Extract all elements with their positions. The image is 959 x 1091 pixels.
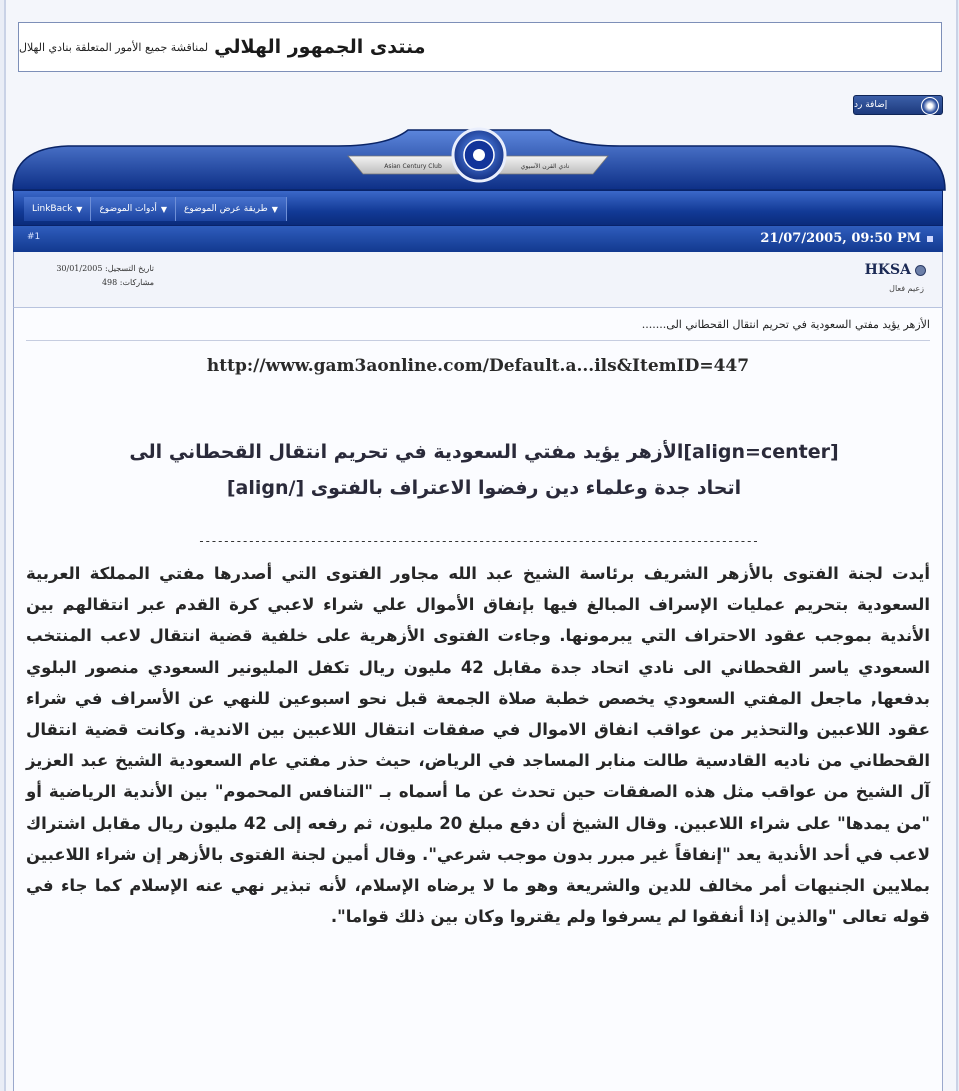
thread-toolbar — [13, 190, 943, 226]
add-reply-button[interactable] — [853, 95, 943, 115]
add-reply-label: إضافة رد — [854, 100, 888, 110]
offline-status-icon — [915, 265, 926, 276]
post-date — [760, 231, 933, 246]
tab-linkback[interactable] — [24, 197, 91, 221]
banner-label-ar: نادي القرن الآسيوي — [520, 163, 570, 170]
forum-description: لمناقشة جميع الأمور المتعلقة بنادي الهلال — [19, 40, 209, 54]
user-info — [13, 252, 943, 308]
user-meta — [44, 262, 154, 290]
tab-label: أدوات الموضوع — [99, 204, 157, 214]
club-logo-icon — [921, 97, 939, 115]
post-number[interactable]: #1 — [27, 232, 41, 242]
article-body: أيدت لجنة الفتوى بالأزهر الشريف برئاسة الشيخ عبد الله مجاور الفتوى التي أصدرها مفتي المملكة العربية السعودية بتحريم عمليات الإسراف المبالغ فيها بإنفاق الأموال علي شراء لاعبي كرة القدم عبر انتقالهم بين الأندية بموجب عقود الاحتراف التي يبرمونها. وجاءت الفتوى الأزهرية على خلفية قضية انتقال لاعب المنتخب السعودي ياسر القحطاني الى نادي اتحاد جدة مقابل 42 مليون ريال تكفل المليونير السعودي منصور البلوي بدفعها, ماجعل المفتي السعودي يخصص خطبة صلاة الجمعة قبل نحو اسبوعين للنهي عن الأسراف في شراء عقود اللاعبين والتحذير من عواقب انفاق الاموال في صفقات انتقال اللاعبين بين الاندية. وكانت قضية انتقال القحطاني من ناديه القادسية طالت منابر المساجد في الرياض، حيث حذر مفتي عام السعودية الشيخ عبد العزيز آل الشيخ من عواقب مثل هذه الصفقات حين تحدث عن ما أسماه بـ "التنافس المحموم" بين الأندية الرياضية أو "من يمدها" على شراء اللاعبين. وقال الشيخ أن دفع مبلغ 20 مليون، ثم رفعه إلى 42 مليون ريال مقابل اشتراك لاعب في أحد الأندية يعد "إنفاقاً غير مبرر بدون موجب شرعي". وقال أمين لجنة الفتوى بالأزهر إن شراء اللاعبين بملايين الجنيهات أمر مخالف للدين والشريعة وهو ما لا يرضاه الإسلام، لأنه تبذير نهي عنه الإسلام كما جاء في قوله تعالى "والذين إذا أنفقوا لم يسرفوا ولم يقتروا وكان بين ذلك قواما". — [26, 564, 931, 927]
username-row[interactable] — [865, 262, 926, 278]
banner-label-en: Asian Century Club — [384, 163, 442, 170]
join-date: تاريخ التسجيل: 30/01/2005 — [56, 264, 154, 273]
username[interactable]: HKSA — [864, 262, 911, 278]
dropdown-arrow-icon: ▼ — [271, 204, 278, 214]
article-headline: [align=center]الأزهر يؤيد مفتي السعودية في تحريم انتقال القحطاني الى اتحاد جدة وعلماء دين رفضوا الاعتراف بالفتوى [/align] — [129, 441, 839, 499]
post-icon — [927, 236, 933, 242]
tab-label: طريقة عرض الموضوع — [184, 204, 268, 214]
divider — [26, 340, 930, 341]
thread-tools — [24, 197, 287, 221]
post-body — [13, 308, 943, 1091]
source-link[interactable]: http://www.gam3aonline.com/Default.a...ils&ItemID=447 — [206, 356, 750, 376]
tab-display-mode[interactable] — [176, 197, 287, 221]
forum-name[interactable]: منتدى الجمهور الهلالي — [214, 36, 426, 58]
tab-label: LinkBack — [32, 204, 73, 214]
dropdown-arrow-icon: ▼ — [160, 204, 168, 214]
tab-thread-tools[interactable] — [91, 197, 176, 221]
forum-banner — [8, 118, 950, 198]
post-header — [13, 226, 943, 252]
user-title: زعيم فعال — [889, 284, 924, 293]
dropdown-arrow-icon: ▼ — [76, 204, 83, 214]
post-count: مشاركات: 498 — [101, 278, 154, 287]
post-title: الأزهر يؤيد مفتي السعودية في تحريم انتقال القحطاني الى....... — [641, 318, 930, 331]
forum-header — [18, 22, 942, 72]
dashed-separator: ------------------------------------------------------------------------------------------ — [197, 534, 759, 548]
post-date-text: 21/07/2005, 09:50 PM — [760, 231, 921, 246]
